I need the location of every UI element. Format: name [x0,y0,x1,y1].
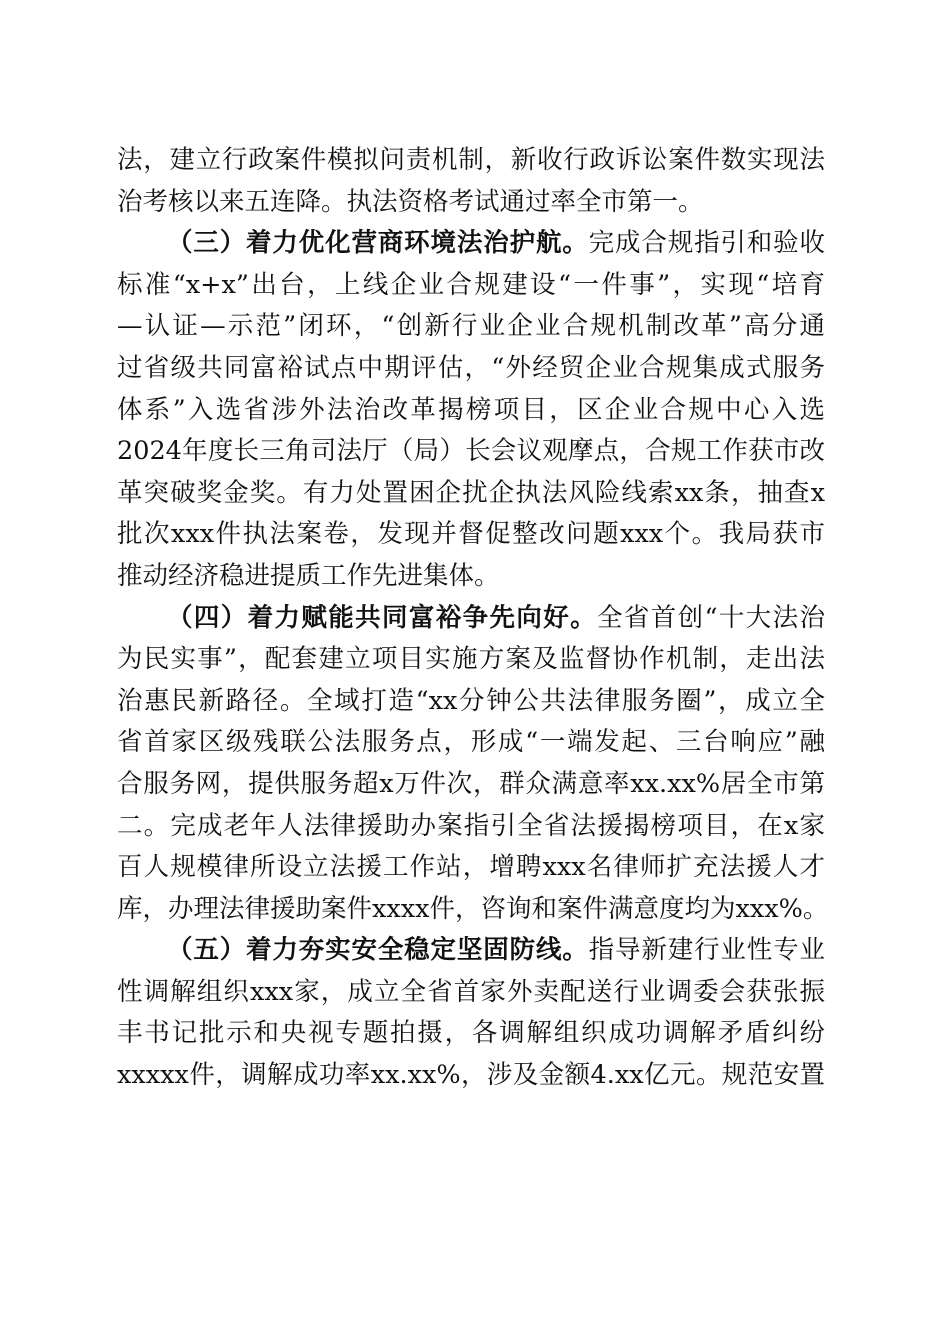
text-line: 丰书记批示和央视专题拍摄，各调解组织成功调解矛盾纠纷 [117,1018,825,1049]
text-line: 治惠民新路径。全域打造“xx分钟公共法律服务圈”，成立全 [117,685,825,716]
section-heading: （三）着力优化营商环境法治护航。 [167,228,589,259]
text-line: 为民实事”，配套建立项目实施方案及监督协作机制，走出法 [117,644,825,675]
text-line: 法，建立行政案件模拟问责机制，新收行政诉讼案件数实现法 [117,145,825,175]
text-line: 二。完成老年人法律援助办案指引全省法援揭榜项目，在x家 [117,810,825,841]
text-line: 百人规模律所设立法援工作站，增聘xxx名律师扩充法援人才 [117,852,825,883]
text-line: 治考核以来五连降。执法资格考试通过率全市第一。 [117,186,704,217]
text-line: 省首家区级残联公法服务点，形成“一端发起、三台响应”融 [117,727,825,758]
text-run: 全省首创“十大法治 [596,602,825,633]
paragraph-security-stability [117,930,825,1096]
text-line: 2024年度长三角司法厅（局）长会议观摩点，合规工作获市改 [117,436,825,467]
paragraph-common-prosperity [117,598,829,931]
text-line: 批次xxx件执法案卷，发现并督促整改问题xxx个。我局获市 [117,519,825,550]
paragraph-first-line [117,598,825,640]
text-line: 体系”入选省涉外法治改革揭榜项目，区企业合规中心入选 [117,394,825,425]
paragraph-first-line [117,930,825,972]
document-body [117,140,829,1097]
text-line: xxxxx件，调解成功率xx.xx%，涉及金额4.xx亿元。规范安置 [117,1060,825,1091]
text-line: 性调解组织xxx家，成立全省首家外卖配送行业调委会获张振 [117,976,825,1007]
paragraph-continuation [117,140,825,223]
text-line: 标准“x+x”出台，上线企业合规建设“一件事”，实现“培育 [117,269,825,300]
section-heading: （五）着力夯实安全稳定坚固防线。 [167,935,589,966]
section-heading: （四）着力赋能共同富裕争先向好。 [167,602,597,633]
text-run: 指导新建行业性专业 [588,935,825,966]
text-run: 完成合规指引和验收 [588,228,825,259]
paragraph-business-environment [117,223,825,597]
text-line: —认证—示范”闭环，“创新行业企业合规机制改革”高分通 [117,311,825,342]
text-line: 过省级共同富裕试点中期评估，“外经贸企业合规集成式服务 [117,352,825,383]
paragraph-first-line [117,223,825,265]
text-line: 推动经济稳进提质工作先进集体。 [117,560,500,591]
text-line: 革突破奖金奖。有力处置困企扰企执法风险线索xx条，抽查x [117,477,825,508]
text-line: 合服务网，提供服务超x万件次，群众满意率xx.xx%居全市第 [117,768,825,799]
text-line: 库，办理法律援助案件xxxx件，咨询和案件满意度均为xxx%。 [117,893,829,924]
